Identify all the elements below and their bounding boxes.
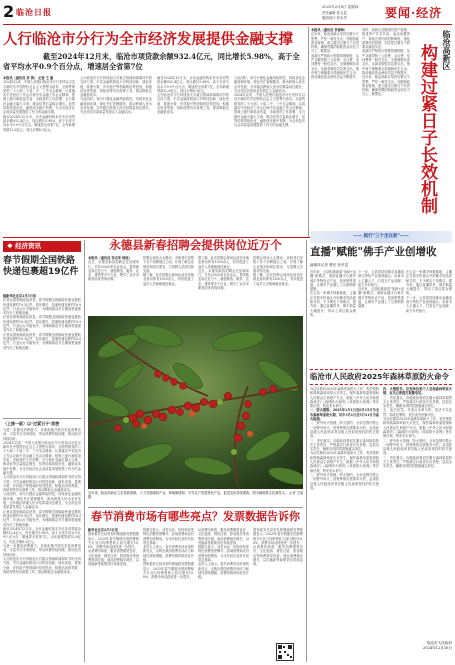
live-column-1: [310, 270, 356, 366]
lead-subhead: [3, 52, 305, 71]
live-body: [310, 270, 452, 366]
consumption-column-4: [253, 528, 303, 640]
consumption-source: 新华社北京2月5日电: [88, 528, 118, 532]
econ-news-banner-label: 经济资讯: [15, 242, 42, 250]
live-byline: 融媒体记者 曹佳 张孝富: [310, 263, 349, 267]
lead-paragraph-2-repeat: 截至2024年12月末，全市金融机构本外币各项贷款余额932.4亿元，同比增长5.98%，高于全省平均水平0.9个百分点，增速居全省第7位。全年新增贷款52.6亿元，同比多增8.3亿元。: [157, 76, 229, 93]
fire-order-paragraph-4-repeat: 三、责任落实。各级政府要切实履行森林草原防火主体责任，严格落实行政首长负责制，层层压实责任，确保各项防控措施落实到位。: [383, 395, 452, 409]
photo-caption: [88, 491, 303, 504]
lead-paragraph-1-repeat: 2024年以来，中国人民银行临沧市分行坚持以习近平新时代中国特色社会主义思想为指导，全面贯彻党的二十大和二十届二中、三中全会精神，认真落实中央经济工作会议和中央金融工作会议精神，按照上级行和临沧市委、市政府的工作部署，全力做好金融五篇大文章，推动信贷总量稳定增长，信贷结构持续优化，融资成本稳中有降，为全市经济社会高质量发展提供了有力的金融支撑。: [234, 93, 305, 128]
fire-order-paragraph-4-repeat-2: 三、责任落实。各级政府要切实履行森林草原防火主体责任，严格落实行政首长负责制，层层压实责任，确保各项防控措施落实到位。: [383, 455, 452, 469]
continued-paragraph-1: 为进一步激发消费潜力，各地积极开展各类促消费活动，丰富节日市场供给，带动消费持续回暖，推动经济持续向好。: [3, 428, 81, 441]
live-headline: 直播"赋能"佛手产业创增收: [310, 246, 437, 258]
econ-news-paragraph: 记者从国家邮政局获悉，春节假期全国邮政快递业揽收快递包裹约19.3亿件，同比增长，投递快递包裹约18.9亿件，行业运行平稳有序，为保障群众节日期间寄递需求作出了积极贡献。: [3, 298, 81, 316]
consumption-paragraph-4: 业内人士表示，春节消费市场呈现的新亮点，反映出我国消费市场活力和韧性持续增强，消费结构持续优化升级。: [143, 545, 194, 563]
fire-order-paragraph-4: 三、责任落实。各级政府要切实履行森林草原防火主体责任，严格落实行政首长负责制，层层压实责任，确保各项防控措施落实到位。: [310, 438, 379, 452]
lead-paragraph-4: 与此同时，该分行强化金融风险防控，持续优化金融营商环境，深化外汇管理服务，推动跨境人民币业务发展，全年辖区跨境人民币结算量同比增长，为全市经济高质量发展注入金融活水。: [80, 97, 152, 115]
consumption-paragraph-1-repeat-2: 国家税务总局发布的增值税发票数据显示，2025年春节假期全国消费相关行业日均销售收入同比增长10.8%，消费市场活跃度进一步提升。: [253, 528, 303, 545]
header-rule: [3, 24, 452, 25]
job-fair-body: [88, 256, 303, 314]
consumption-paragraph-1: 国家税务总局发布的增值税发票数据显示，2025年春节假期全国消费相关行业日均销售收入同比增长10.8%，消费市场活跃度进一步提升。: [88, 532, 139, 550]
fire-order-paragraph-3-repeat-2: 二、野外用火管理。防火期内，全市范围内禁止一切野外用火。因特殊情况需要用火的，必须经县级人民政府或者县级人民政府授权的机关批准。: [383, 438, 452, 456]
side-headline: 构建过紧日子长效机制: [417, 44, 437, 214]
job-fair-column-1: [88, 256, 139, 314]
job-fair-paragraph-1-repeat: 近日，永德县新春招聘会在县城举行，共有200余家企业参会，提供就业岗位近万个，涵盖制造、服务、农业、建筑等多个行业，吸引了众多求职者前来咨询应聘。: [198, 268, 249, 291]
consumption-column-1: [88, 528, 139, 661]
live-paragraph-2-repeat: 在云县一家佛手种植基地，主播正对着手机镜头介绍佛手的品质和功效，不少网友下单购买。据介绍，通过直播带货，佛手销量大幅提升，带动了周边群众增收。: [406, 270, 452, 296]
continued-paragraph-2: 2024年以来，中国人民银行临沧市分行坚持以习近平新时代中国特色社会主义思想为指导，全面贯彻党的二十大和二十届二中、三中全会精神，认真落实中央经济工作会议和中央金融工作会议精神，按照上级行和临沧市委、市政府的工作部署，全力做好金融五篇大文章，推动信贷总量稳定增长，信贷结构持续优化，融资成本稳中有降，为全市经济社会高质量发展提供了有力的金融支撑。: [3, 440, 81, 475]
lead-column-1: [3, 76, 75, 234]
continued-story-body: [3, 428, 81, 661]
fire-order-column-1: [310, 387, 379, 661]
fire-order-signature: 临沧市人民政府: [426, 641, 452, 645]
econ-news-headline: 春节假期全国铁路快递包裹超19亿件: [3, 256, 79, 277]
live-strip: —— 践行"三个走在前"——: [310, 231, 452, 243]
job-fair-paragraph-3: 据了解，此次招聘会现场达成初步就业意向的有1200余人，有效促进了返乡人员就地就近就业。: [143, 273, 194, 286]
fire-order-column-2: [383, 387, 452, 639]
side-paragraph-3: 同时，高新区加强国有资产管理，推进资产共享共用，盘活闲置资产，持续完善内部控制制度，强化预算绩效管理，切实把过紧日子的要求落到实处。: [362, 28, 410, 50]
side-dateline: 本报讯（通讯员 李春林）: [311, 28, 348, 32]
fire-order-paragraph-1-repeat-2: 为切实做好2025年森林草原防火工作，有效预防和遏制森林草原火灾发生，保护森林草原资源和人民群众生命财产安全，根据《中华人民共和国森林法》《森林防火条例》《草原防火条例》等法律法规，特发布本命令。: [383, 417, 452, 439]
fire-order-headline-rule: [310, 384, 452, 385]
job-fair-paragraph-2: 招聘会现场人头攒动，求职者们穿梭于各个招聘展位之间，仔细了解企业情况和岗位需求，与招聘人员面对面交流。: [143, 256, 194, 273]
job-fair-paragraph-1: 近日，永德县新春招聘会在县城举行，共有200余家企业参会，提供就业岗位近万个，涵盖制造、服务、农业、建筑等多个行业，吸引了众多求职者前来咨询应聘。: [88, 260, 139, 282]
consumption-column-3: [198, 528, 249, 661]
job-fair-paragraph-3-repeat-2: 据了解，此次招聘会现场达成初步就业意向的有1200余人，有效促进了返乡人员就地就近就业。: [253, 273, 303, 286]
qr-code-icon: [277, 644, 293, 660]
side-paragraph-1: 近年来，临沧高新区坚持过紧日子思想，严控一般性支出，加强财政资金管理，建立健全过紧日子长效机制，确保有限的财政资金用在刀刃上、紧要处。: [311, 32, 359, 54]
lead-paragraph-4-repeat: 与此同时，该分行强化金融风险防控，持续优化金融营商环境，深化外汇管理服务，推动跨境人民币业务发展，全年辖区跨境人民币结算量同比增长，为全市经济高质量发展注入金融活水。: [234, 76, 305, 93]
coffee-photo: [88, 316, 303, 489]
econ-news-source: 据新华社北京2月5日电: [3, 294, 37, 298]
continued-story-title: （上接一版）以"过紧日子"思想: [3, 421, 60, 426]
consumption-paragraph-2: 从消费结构看，服务消费增势良好，文化旅游、餐饮住宿、影视娱乐等消费需求旺盛；商品消费稳步增长，以旧换新等政策效应持续显现。: [88, 549, 139, 567]
lead-column-4: [234, 76, 305, 234]
issue-date: 2025年2月6日 星期四: [322, 5, 359, 9]
econ-news-paragraph-repeat-2: 记者从国家邮政局获悉，春节假期全国邮政快递业揽收快递包裹约19.3亿件，同比增长，投递快递包裹约18.9亿件，行业运行平稳有序，为保障群众节日期间寄递需求作出了积极贡献。: [3, 332, 81, 350]
side-column-2: [362, 28, 410, 234]
page-number: 2: [3, 2, 15, 21]
econ-news-banner: [3, 241, 81, 252]
photo-credit: 记者 王丽 摄: [88, 491, 303, 500]
job-fair-column-4: [253, 256, 303, 314]
lead-subhead-line-1: 截至2024年12月末，临沧市项贷款余额932.4亿元，同比增长5.98%，高于全: [43, 52, 300, 61]
live-paragraph-3-repeat: 下一步，云县将持续推动直播电商与特色产业深度融合，培育本土主播人才，打造农产品品牌，助力乡村振兴。: [406, 295, 452, 313]
column-divider-right: [308, 27, 309, 237]
side-paragraph-2-repeat: 高新区严格执行预算管理制度，从严从紧控制三公经费、会议费、培训费等一般性支出，全面梳理各项支出，压减非刚性非急需支出，集中财力保障重点领域和民生支出，推动财政资金使用效益不断提升。: [362, 49, 410, 75]
job-fair-column-2: [143, 256, 194, 314]
lead-paragraph-2: 截至2024年12月末，全市金融机构本外币各项贷款余额932.4亿元，同比增长5.98%，高于全省平均水平0.9个百分点，增速居全省第7位。全年新增贷款52.6亿元，同比多增8.3亿元。: [3, 114, 75, 132]
lead-subhead-line-2: 省平均水平0.9个百分点，增速居全省第7位: [3, 61, 143, 71]
consumption-paragraph-2-repeat: 从消费结构看，服务消费增势良好，文化旅游、餐饮住宿、影视娱乐等消费需求旺盛；商品消费稳步增长，以旧换新等政策效应持续显现。: [198, 528, 249, 545]
fire-order-top-rule: [310, 369, 452, 370]
econ-news-divider: [3, 418, 81, 419]
econ-news-body: [3, 294, 81, 414]
consumption-column-2: [143, 528, 194, 661]
section-name: 要闻·经济: [385, 6, 443, 20]
continued-paragraph-5: 记者从国家邮政局获悉，春节假期全国邮政快递业揽收快递包裹约19.3亿件，同比增长，投递快递包裹约18.9亿件，行业运行平稳有序，为保障群众节日期间寄递需求作出了积极贡献。: [3, 509, 81, 527]
photo-caption-text: 近年来，临沧高新区立足资源禀赋，大力发展咖啡产业，种植咖啡树，引导农户发展特色产业，促进农民持续增收。图为咖啡果实挂满枝头。: [88, 491, 289, 495]
qr-code: [276, 643, 294, 661]
consumption-top-rule: [88, 507, 303, 508]
lead-dateline: 本报讯（通讯员 李 茜） 记者 王 丽: [3, 76, 54, 80]
fire-order-body: [310, 387, 452, 661]
lead-headline: 人行临沧市分行为全市经济发展提供金融支撑: [3, 32, 293, 48]
continued-paragraph-6: 截至2024年12月末，全市金融机构本外币各项贷款余额932.4亿元，同比增长5.98%，高于全省平均水平0.9个百分点，增速居全省第7位。全年新增贷款52.6亿元，同比多增8.3亿元。: [3, 526, 81, 544]
consumption-paragraph-3-repeat: 数据还显示，冰雪运动、民俗体验等特色消费热度攀升，县域消费和农村消费加快释放，为全年经济良好开局奠定基础。: [198, 545, 249, 563]
editor-credit: 责任编辑 张玉昆: [322, 11, 347, 15]
lead-column-2: [80, 76, 152, 234]
side-paragraph-1-repeat: 近年来，临沧高新区坚持过紧日子思想，严控一般性支出，加强财政资金管理，建立健全过紧日子长效机制，确保有限的财政资金用在刀刃上、紧要处。: [362, 75, 410, 97]
side-kicker: 临沧高新区: [442, 30, 452, 70]
live-column-2: [358, 270, 404, 366]
fire-order-paragraph-5: 四、火情报告。任何单位和个人发现森林草原火情，应当立即拨打报警电话。: [383, 387, 452, 396]
fire-order-paragraph-1: 为切实做好2025年森林草原防火工作，有效预防和遏制森林草原火灾发生，保护森林草原资源和人民群众生命财产安全，根据《中华人民共和国森林法》《森林防火条例》《草原防火条例》等法律法规，特发布本命令。: [310, 387, 379, 409]
econ-news-paragraph-repeat: 记者从国家邮政局获悉，春节假期全国邮政快递业揽收快递包裹约19.3亿件，同比增长，投递快递包裹约18.9亿件，行业运行平稳有序，为保障群众节日期间寄递需求作出了积极贡献。: [3, 315, 81, 333]
job-fair-column-3: [198, 256, 249, 314]
live-column-3: [406, 270, 452, 366]
banner-leaf-icon: ❖: [7, 242, 13, 250]
consumption-paragraph-3: 数据还显示，冰雪运动、民俗体验等特色消费热度攀升，县域消费和农村消费加快释放，为全年经济良好开局奠定基础。: [143, 528, 194, 545]
fire-order-paragraph-3-repeat: 二、野外用火管理。防火期内，全市范围内禁止一切野外用火。因特殊情况需要用火的，必须经县级人民政府或者县级人民政府授权的机关批准。: [310, 472, 379, 490]
continued-paragraph-4: 与此同时，该分行强化金融风险防控，持续优化金融营商环境，深化外汇管理服务，推动跨境人民币业务发展，全年辖区跨境人民币结算量同比增长，为全市经济高质量发展注入金融活水。: [3, 492, 81, 510]
live-paragraph-3: 下一步，云县将持续推动直播电商与特色产业深度融合，培育本土主播人才，打造农产品品牌，助力乡村振兴。: [358, 270, 404, 287]
live-paragraph-1: 近年来，云县积极探索"电商+直播"新模式，借助直播平台推介佛手等特色农产品，拓宽销售渠道，让佛手产业插上了互联网的翅膀。: [310, 270, 356, 292]
side-column-1: [311, 28, 359, 234]
job-fair-paragraph-3-repeat: 据了解，此次招聘会现场达成初步就业意向的有1200余人，有效促进了返乡人员就地就近就业。: [198, 256, 249, 269]
column-divider-left: [84, 240, 85, 662]
lead-column-3: [157, 76, 229, 234]
consumption-body: [88, 528, 303, 661]
side-paragraph-2: 高新区严格执行预算管理制度，从严从紧控制三公经费、会议费、培训费等一般性支出，全面梳理各项支出，压减非刚性非急需支出，集中财力保障重点领域和民生支出，推动财政资金使用效益不断提升。: [311, 53, 359, 80]
fire-order-paragraph-2: 一、防火期限。2025年1月1日至6月15日为全市森林草原防火期，其中3月1日至5月31日为高火险期。: [310, 408, 379, 422]
consumption-paragraph-4-repeat: 业内人士表示，春节消费市场呈现的新亮点，反映出我国消费市场活力和韧性持续增强，消费结构持续优化升级。: [198, 562, 249, 580]
continued-paragraph-8: 人行临沧市分行持续加大对重点领域和薄弱环节的支持力度，引导金融机构加大对科技创新、绿色发展、普惠小微、乡村振兴等领域的信贷投放，积极运用再贷款、再贴现等货币政策工具，推动降低企业融资成本。: [3, 556, 81, 574]
fire-order-headline: 临沧市人民政府2025年森林草原防火命令: [310, 372, 449, 381]
job-fair-paragraph-2-repeat: 招聘会现场人头攒动，求职者们穿梭于各个招聘展位之间，仔细了解企业情况和岗位需求，与招聘人员面对面交流。: [253, 256, 303, 273]
live-paragraph-2: 在云县一家佛手种植基地，主播正对着手机镜头介绍佛手的品质和功效，不少网友下单购买。据介绍，通过直播带货，佛手销量大幅提升，带动了周边群众增收。: [310, 291, 356, 317]
lead-paragraph-1: 2024年以来，中国人民银行临沧市分行坚持以习近平新时代中国特色社会主义思想为指导，全面贯彻党的二十大和二十届二中、三中全会精神，认真落实中央经济工作会议和中央金融工作会议精神，按照上级行和临沧市委、市政府的工作部署，全力做好金融五篇大文章，推动信贷总量稳定增长，信贷结构持续优化，融资成本稳中有降，为全市经济社会高质量发展提供了有力的金融支撑。: [3, 80, 75, 115]
lead-paragraph-3: 人行临沧市分行持续加大对重点领域和薄弱环节的支持力度，引导金融机构加大对科技创新、绿色发展、普惠小微、乡村振兴等领域的信贷投放，积极运用再贷款、再贴现等货币政策工具，推动降低企业融资成本。: [80, 76, 152, 98]
lead-body: [3, 76, 305, 234]
fire-order-sign-date: 2024年12月16日: [422, 646, 452, 650]
fire-order-paragraph-3: 二、野外用火管理。防火期内，全市范围内禁止一切野外用火。因特殊情况需要用火的，必须经县级人民政府或者县级人民政府授权的机关批准。: [310, 421, 379, 439]
continued-paragraph-7: 为进一步激发消费潜力，各地积极开展各类促消费活动，丰富节日市场供给，带动消费持续回暖，推动经济持续向好。: [3, 544, 81, 557]
paper-name: 临沧日报: [16, 7, 52, 17]
fire-order-paragraph-1-repeat: 为切实做好2025年森林草原防火工作，有效预防和遏制森林草原火灾发生，保护森林草原资源和人民群众生命财产安全，根据《中华人民共和国森林法》《森林防火条例》《草原防火条例》等法律法规，特发布本命令。: [310, 451, 379, 473]
consumption-headline: 春节消费市场有哪些亮点？发票数据告诉你: [91, 510, 300, 523]
column-divider-center-right: [306, 240, 307, 662]
continued-paragraph-3: 人行临沧市分行持续加大对重点领域和薄弱环节的支持力度，引导金融机构加大对科技创新、绿色发展、普惠小微、乡村振兴等领域的信贷投放，积极运用再贷款、再贴现等货币政策工具，推动降低企业融资成本。: [3, 475, 81, 493]
consumption-paragraph-2-repeat-2: 从消费结构看，服务消费增势良好，文化旅游、餐饮住宿、影视娱乐等消费需求旺盛；商品消费稳步增长，以旧换新等政策效应持续显现。: [253, 545, 303, 567]
live-paragraph-1-repeat: 近年来，云县积极探索"电商+直播"新模式，借助直播平台推介佛手等特色农产品，拓宽销售渠道，让佛手产业插上了互联网的翅膀。: [358, 287, 404, 309]
designer-credit: 版面设计 张永华: [322, 16, 347, 20]
side-story: [311, 28, 452, 234]
fire-order-paragraph-6: 五、违法处罚。对违反本命令的，依法予以处罚；构成犯罪的，依法追究刑事责任。: [383, 408, 452, 417]
job-fair-dateline: 本报讯（通讯员 李志华 杨旭）: [88, 256, 132, 260]
coffee-branch-illustration: [88, 316, 303, 489]
job-fair-headline: 永德县新春招聘会提供岗位近万个: [109, 238, 282, 252]
consumption-paragraph-1-repeat: 国家税务总局发布的增值税发票数据显示，2025年春节假期全国消费相关行业日均销售收入同比增长10.8%，消费市场活跃度进一步提升。: [143, 562, 194, 580]
lead-paragraph-3-repeat: 人行临沧市分行持续加大对重点领域和薄弱环节的支持力度，引导金融机构加大对科技创新、绿色发展、普惠小微、乡村振兴等领域的信贷投放，积极运用再贷款、再贴现等货币政策工具，推动降低企业融资成本。: [157, 93, 229, 115]
